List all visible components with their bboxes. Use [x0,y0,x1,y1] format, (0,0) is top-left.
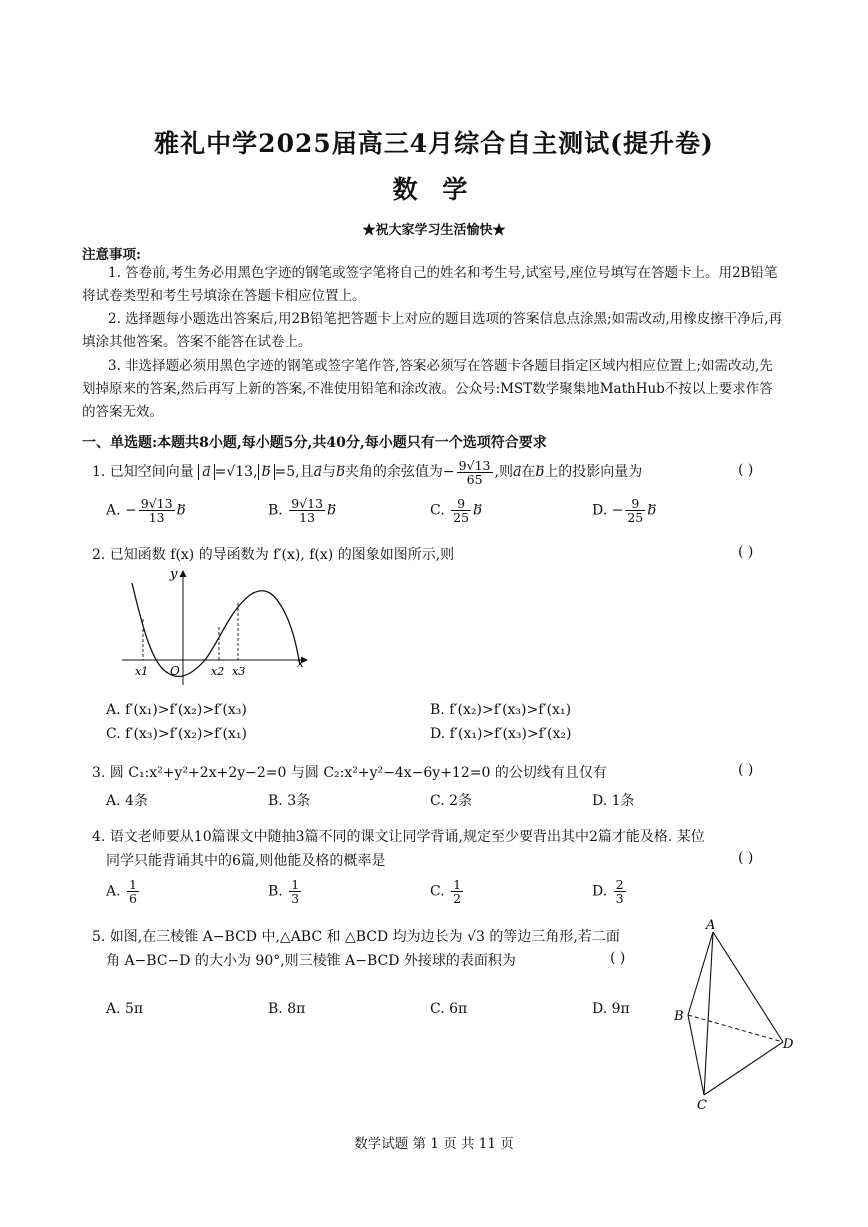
question-4-line-2: 同学只能背诵其中的6篇,则他能及格的概率是 [106,853,386,869]
y-label: y [170,567,178,582]
question-4-line-1: 4. 语文老师要从10篇课文中随抽3篇不同的课文让同学背诵,规定至少要背出其中2篇才能及格. 某位 [92,829,705,845]
notice-item-3: 3. 非选择题必须用黑色字迹的钢笔或签字笔作答,答案必须写在答题卡各题目指定区域内相应位置上;如需改动,先划掉原来的答案,然后再写上新的答案,不准使用铅笔和涂改液。公众号:MST数学聚集地MathHub不按以上要求作答的答案无效。 [82,358,773,420]
q1-cos-fraction: $\frac{9√13}{65}$ [458,457,491,487]
motto: ★祝大家学习生活愉快★ [362,223,506,238]
vertex-c-label: C [697,1098,707,1112]
q1-tail2: 在 [521,464,536,480]
q4-option-a[interactable]: A. $\frac{1}{6}$ [106,877,137,906]
x3-label: x3 [232,665,246,678]
q2-function-graph [110,565,315,690]
q2-option-d[interactable]: D. f′(x₁)>f′(x₃)>f′(x₂) [430,726,572,742]
q1-tail: ,则 [494,464,513,480]
vertex-b-label: B [674,1009,684,1024]
q1-mid2: =5,且 [274,464,314,480]
q3-option-a[interactable]: A. 4条 [106,793,148,809]
q4-option-c[interactable]: C. $\frac{1}{2}$ [430,877,462,906]
subject-title: 数 学 [392,175,476,204]
origin-label: O [170,664,180,678]
curve-fx [132,583,300,677]
q1-option-d[interactable]: D. − $\frac{9}{25}$ b [592,496,657,525]
x1-label: x1 [135,665,149,678]
q1-answer-paren[interactable]: ( ) [738,462,754,478]
q5-option-d[interactable]: D. 9π [592,1001,630,1017]
page-title: 雅礼中学2025届高三4月综合自主测试(提升卷) [154,129,714,158]
q4-answer-paren[interactable]: ( ) [738,850,754,866]
x-label: x [297,656,304,670]
section-heading: 一、单选题:本题共8小题,每小题5分,共40分,每小题只有一个选项符合要求 [82,435,547,451]
q1-option-c[interactable]: C. $\frac{9}{25}$ b [430,496,482,525]
q2-answer-paren[interactable]: ( ) [738,544,754,560]
q5-option-b[interactable]: B. 8π [268,1001,306,1017]
vertex-d-label: D [783,1037,794,1052]
q1-option-b[interactable]: B. $\frac{9√13}{13}$ b [268,496,336,525]
q1-lead: 1. 已知空间向量 [92,464,194,480]
notice-heading: 注意事项: [82,247,141,263]
notice-item-2: 2. 选择题每小题选出答案后,用2B铅笔把答题卡上对应的题目选项的答案信息点涂黑;如需改动,用橡皮擦干净后,再填涂其他答案。答案不能答在试卷上。 [82,311,783,350]
edge-cd [704,1042,783,1095]
notice-item-1: 1. 答卷前,考生务必用黑色字迹的钢笔或签字笔将自己的姓名和考生号,试室号,座位号填写在答题卡上。用2B铅笔将试卷类型和考生号填涂在答题卡相应位置上。 [82,265,778,304]
q5-option-c[interactable]: C. 6π [430,1001,468,1017]
question-5-line-1: 5. 如图,在三棱锥 A−BCD 中,△ABC 和 △BCD 均为边长为 √3 的等边三角形,若二面 [92,929,620,945]
page-footer: 数学试题 第 1 页 共 11 页 [354,1136,514,1152]
vertex-a-label: A [706,918,716,933]
q1-mid4: 夹角的余弦值为− [344,464,455,480]
q2-option-a[interactable]: A. f′(x₁)>f′(x₂)>f′(x₃) [106,702,247,718]
q3-answer-paren[interactable]: ( ) [738,762,754,778]
q3-option-d[interactable]: D. 1条 [592,793,635,809]
question-2: 2. 已知函数 f(x) 的导函数为 f′(x), f(x) 的图象如图所示,则 [92,547,455,563]
q5-tetrahedron-figure [668,912,803,1112]
q3-option-b[interactable]: B. 3条 [268,793,311,809]
q1-mid3: 与 [321,464,336,480]
q5-answer-paren[interactable]: ( ) [610,950,626,966]
q1-mid1: =√13, [214,464,258,480]
edge-bc [688,1015,704,1095]
q1-tail3: 上的投影向量为 [544,464,643,480]
question-3: 3. 圆 C₁:x²+y²+2x+2y−2=0 与圆 C₂:x²+y²−4x−6y+12=0 的公切线有且仅有 [92,765,607,781]
q4-option-d[interactable]: D. $\frac{2}{3}$ [592,877,624,906]
q2-option-c[interactable]: C. f′(x₃)>f′(x₂)>f′(x₁) [106,726,247,742]
question-1: 1. 已知空间向量 a =√13, b =5,且a与b夹角的余弦值为− $\frac{9√13}{65}$ ,则a在b上的投影向量为 [92,457,643,487]
question-5-line-2: 角 A−BC−D 的大小为 90°,则三棱锥 A−BCD 外接球的表面积为 [106,953,516,969]
q1-option-a[interactable]: A. − $\frac{9√13}{13}$ b [106,496,186,525]
q5-option-a[interactable]: A. 5π [106,1001,144,1017]
q2-option-b[interactable]: B. f′(x₂)>f′(x₃)>f′(x₁) [430,702,572,718]
x2-label: x2 [211,665,225,678]
q4-option-b[interactable]: B. $\frac{1}{3}$ [268,877,300,906]
q3-option-c[interactable]: C. 2条 [430,793,473,809]
